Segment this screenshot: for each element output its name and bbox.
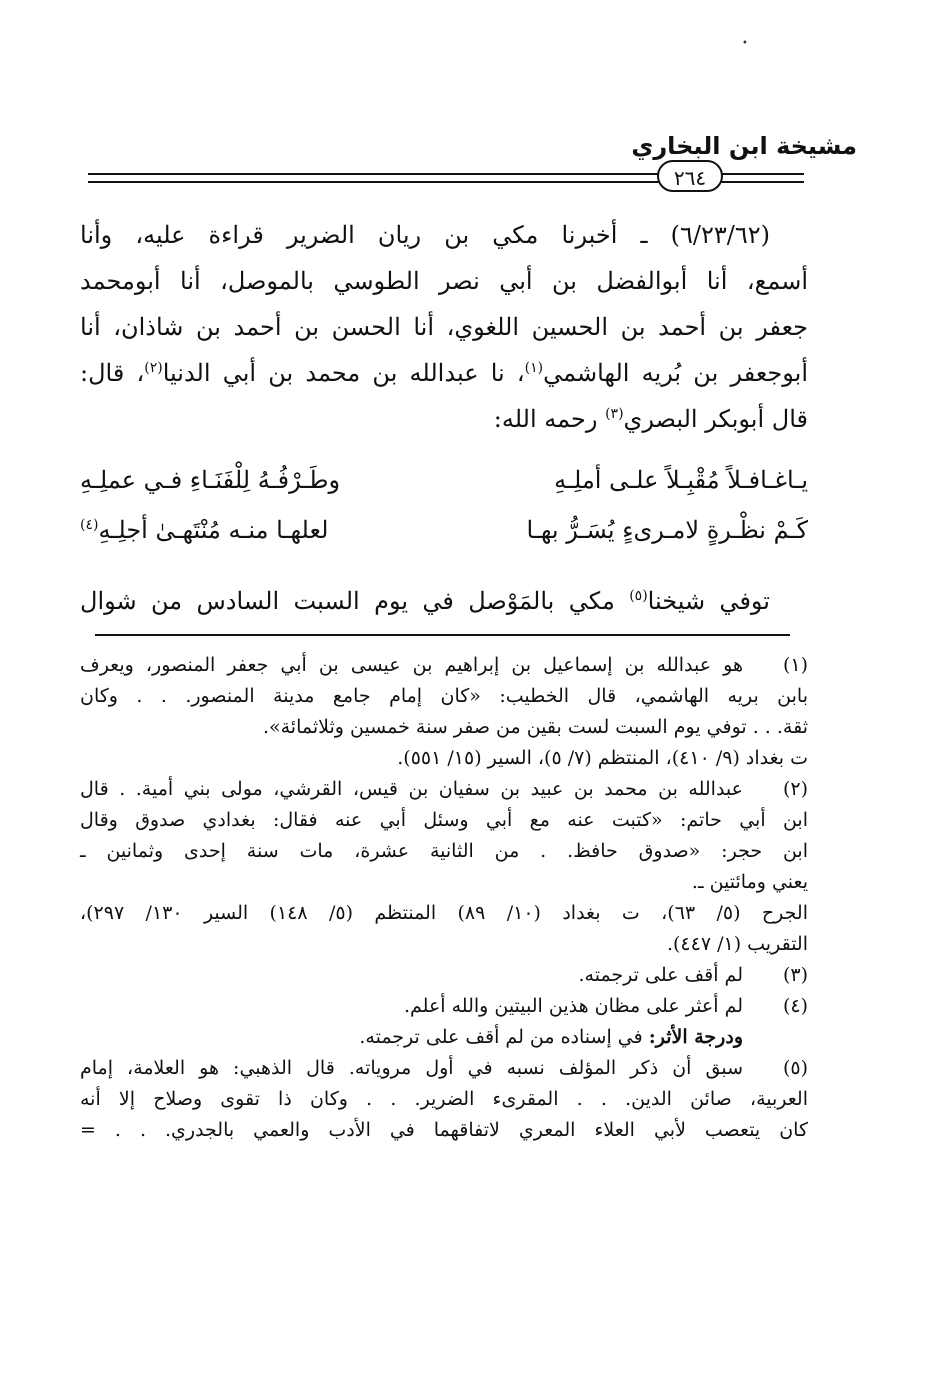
footnote-grade-line: ودرجة الأثر: في إسناده من لم أقف على ترجمته. [359, 1026, 743, 1048]
verse-1-first-hemistich: يـاغـافـلاً مُقْبِـلاً علـى أملِـهِ [554, 466, 808, 494]
footnote-line: لم أقف على ترجمته. [578, 964, 743, 986]
footnote-line: يعني ومائتين ـ. [691, 871, 808, 893]
footnote-line: ابن أبي حاتم: «كتبت عنه مع أبي وسئل أبي عنه فقال: بغدادي صدوق وقال [80, 809, 808, 831]
main-line-3: جعفر بن أحمد بن الحسين اللغوي، أنا الحسن بن أحمد بن شاذان، أنا [80, 313, 808, 341]
footnote-line: سبق أن ذكر المؤلف نسبه في أول مروياته. قال الذهبي: هو العلامة، إمام [80, 1057, 743, 1079]
footnote-line: بابن بريه الهاشمي، قال الخطيب: «كان إمام جامع مدينة المنصور. . . وكان [80, 685, 808, 707]
footnote-line: كان يتعصب لأبي العلاء المعري لاتفاقهما في الأدب والعمي بالجدري. . . = [80, 1119, 808, 1141]
verse-1-second-hemistich: وطَـرْفُـهُ لِلْفَنَـاءِ فـي عملِـهِ [80, 466, 341, 494]
footnote-ref-5[interactable]: (٥) [629, 588, 648, 604]
verse-2-first-hemistich: كَـمْ نظْـرةٍ لامـرىءٍ يُسَـرُّ بهـا [526, 516, 808, 544]
footnote-ref-1[interactable]: (١) [524, 360, 544, 376]
main-line-1: (٦/٢٣/٦٢) ـ أخبرنا مكي بن ريان الضرير قراءة عليه، وأنا [80, 221, 770, 249]
footnote-3 [80, 960, 808, 991]
footnote-line: ت بغداد (٩/ ٤١٠)، المنتظم (٧/ ٥)، السير (١٥/ ٥٥١). [397, 747, 808, 769]
main-line-2: أسمع، أنا أبوالفضل بن أبي نصر الطوسي بالموصل، أنا أبومحمد [80, 267, 808, 295]
footnote-number: (٣) [782, 964, 808, 986]
page-mark: • [742, 38, 748, 49]
main-text [80, 212, 808, 442]
footnote-ref-4[interactable]: (٤) [80, 517, 99, 533]
footnote-number: (٥) [782, 1057, 808, 1079]
closing-line: توفي شيخنا$^{(٥)}$ مكي بالمَوْصل في يوم السبت السادس من شوال [80, 587, 770, 615]
footnote-1 [80, 650, 808, 774]
footnote-line: هو عبدالله بن إسماعيل بن إبراهيم بن عيسى بن أبي جعفر المنصور، ويعرف [80, 654, 743, 676]
grade-label: ودرجة الأثر: [648, 1026, 743, 1048]
poem-verse-2 [80, 506, 808, 554]
footnote-number: (١) [782, 654, 808, 676]
running-title: مشيخة ابن البخاري [631, 132, 857, 160]
main-line-5: قال أبوبكر البصري$^{(٣)}$ رحمه الله: [493, 405, 808, 433]
page-number: ٢٦٤ [657, 160, 723, 192]
footnote-line: الجرح (٥/ ٦٣)، ت بغداد (١٠/ ٨٩) المنتظم (٥/ ١٤٨) السير ١٣٠/ ٢٩٧)، [80, 902, 808, 924]
footnote-number: (٤) [782, 995, 808, 1017]
footnote-2 [80, 774, 808, 960]
footnote-4 [80, 991, 808, 1053]
footnote-line: لم أعثر على مظان هذين البيتين والله أعلم. [403, 995, 743, 1017]
main-line-4: أبوجعفر بن بُريه الهاشمي$^{(١)}$، نا عبدالله بن محمد بن أبي الدنيا$^{(٢)}$، قال: [80, 359, 808, 387]
footnote-line: ثقة. . . توفي يوم السبت لست بقين من صفر سنة خمسين وثلاثمائة». [262, 716, 808, 738]
footnote-line: عبدالله بن محمد بن عبيد بن سفيان بن قيس، القرشي، مولى بني أمية. . قال [80, 778, 743, 800]
footnote-separator [95, 634, 790, 636]
footnote-line: العربية، صائن الدين. . . المقرىء الضرير. . . وكان ذا تقوى وصلاح إلا أنه [80, 1088, 808, 1110]
footnotes [80, 650, 808, 1146]
footnote-5 [80, 1053, 808, 1146]
poem-verse-1 [80, 456, 808, 504]
footnote-ref-2[interactable]: (٢) [144, 360, 163, 376]
verse-2-second-hemistich: لعلهـا منـه مُنْتَهـىٰ أجلِـهِ$^{(٤)}$ [80, 516, 329, 544]
footnote-number: (٢) [782, 778, 808, 800]
footnote-line: التقريب (١/ ٤٤٧). [666, 933, 808, 955]
footnote-line: ابن حجر: «صدوق حافظ. . من الثانية عشرة، مات سنة إحدى وثمانين ـ [80, 840, 808, 862]
footnote-ref-3[interactable]: (٣) [605, 406, 624, 422]
